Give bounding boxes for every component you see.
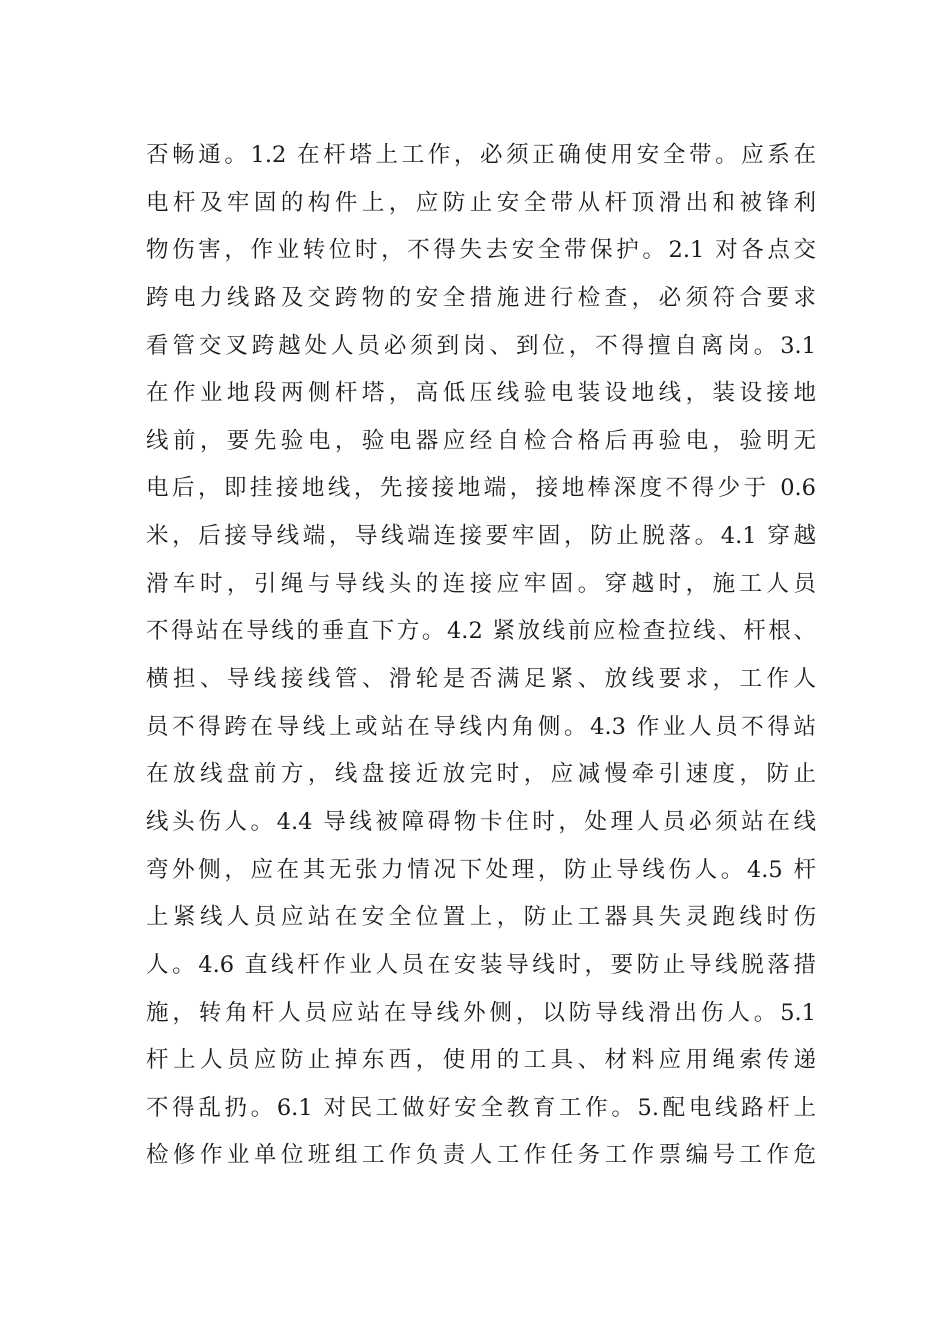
text-line: 员不得跨在导线上或站在导线内角侧。4.3 作业人员不得站: [146, 713, 816, 740]
text-line: 线前，要先验电，验电器应经自检合格后再验电，验明无: [146, 427, 816, 454]
text-line: 在放线盘前方，线盘接近放完时，应减慢牵引速度，防止: [146, 761, 816, 788]
text-line: 在作业地段两侧杆塔，高低压线验电装设地线，装设接地: [146, 380, 816, 407]
text-line: 不得站在导线的垂直下方。4.2 紧放线前应检查拉线、杆根、: [146, 618, 816, 645]
text-line: 杆上人员应防止掉东西，使用的工具、材料应用绳索传递: [146, 1047, 816, 1074]
text-line: 跨电力线路及交跨物的安全措施进行检查，必须符合要求: [146, 284, 816, 311]
text-line: 电杆及牢固的构件上，应防止安全带从杆顶滑出和被锋利: [146, 189, 816, 216]
text-line: 不得乱扔。6.1 对民工做好安全教育工作。5.配电线路杆上: [146, 1094, 816, 1121]
text-line: 否畅通。1.2 在杆塔上工作，必须正确使用安全带。应系在: [146, 142, 816, 168]
text-line: 上紧线人员应站在安全位置上，防止工器具失灵跑线时伤: [146, 904, 816, 931]
text-line: 滑车时，引绳与导线头的连接应牢固。穿越时，施工人员: [146, 570, 816, 597]
text-line: 电后，即挂接地线，先接接地端，接地棒深度不得少于 0.6: [146, 475, 816, 502]
text-line: 横担、导线接线管、滑轮是否满足紧、放线要求，工作人: [146, 666, 816, 693]
text-line: 物伤害，作业转位时，不得失去安全带保护。2.1 对各点交: [146, 237, 816, 264]
text-line: 弯外侧，应在其无张力情况下处理，防止导线伤人。4.5 杆: [146, 856, 816, 883]
text-line: 线头伤人。4.4 导线被障碍物卡住时，处理人员必须站在线: [146, 808, 816, 835]
body-text: [146, 132, 816, 1180]
text-line: 施，转角杆人员应站在导线外侧，以防导线滑出伤人。5.1: [146, 999, 816, 1026]
text-line: 米，后接导线端，导线端连接要牢固，防止脱落。4.1 穿越: [146, 523, 816, 550]
text-line: 检修作业单位班组工作负责人工作任务工作票编号工作危: [146, 1142, 816, 1169]
text-line: 看管交叉跨越处人员必须到岗、到位，不得擅自离岗。3.1: [146, 332, 816, 359]
text-line: 人。4.6 直线杆作业人员在安装导线时，要防止导线脱落措: [146, 951, 816, 978]
